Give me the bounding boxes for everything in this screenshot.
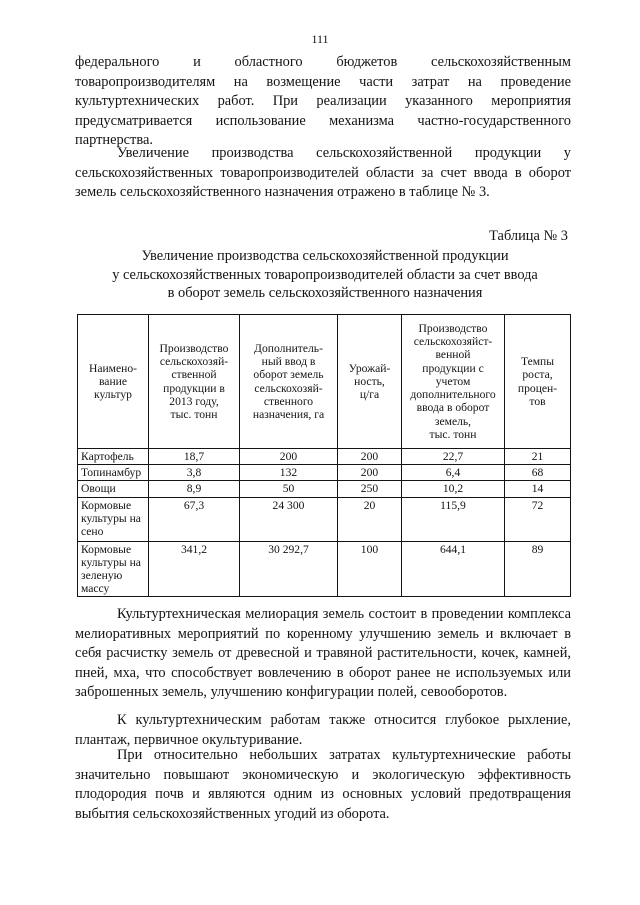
cell-additional-land: 50 (240, 481, 338, 497)
cell-production-with-land: 10,2 (402, 481, 505, 497)
table-caption-line: в оборот земель сельскохозяйственного назначения (167, 285, 483, 301)
table-caption-line: Увеличение производства сельскохозяйственной продукции (141, 248, 509, 264)
paragraph-land-reclamation: Культуртехническая мелиорация земель состоит в проведении комплекса мелиоративных мероприятий по коренному улучшению земель и включает в себя расчистку земель от древесной и травяной растительности, кочек, камней, пней, мха, что способствует вовлечению в оборот ранее не используемых или заброшенных земель, улучшению конфигурации полей, севооборотов. (75, 606, 571, 700)
paragraph-production-increase: Увеличение производства сельскохозяйственной продукции у сельскохозяйственных товаропроизводителей области за счет ввода в оборот земель сельскохозяйственного назначения отражено в таблице № 3. (75, 145, 571, 200)
cell-production-2013: 3,8 (149, 465, 240, 481)
cell-production-with-land: 644,1 (402, 541, 505, 597)
cell-production-2013: 67,3 (149, 497, 240, 541)
header-additional-land: Дополнитель- ный ввод в оборот земель сельскохозяй- ственного назначения, га (240, 315, 338, 449)
cell-growth-rate: 21 (505, 449, 571, 465)
cell-growth-rate: 68 (505, 465, 571, 481)
cell-growth-rate: 89 (505, 541, 571, 597)
cell-crop-name: Картофель (78, 449, 149, 465)
table-caption (70, 247, 580, 303)
cell-yield: 250 (338, 481, 402, 497)
cell-additional-land: 132 (240, 465, 338, 481)
table-header-row (78, 315, 571, 449)
cell-yield: 20 (338, 497, 402, 541)
cell-production-with-land: 6,4 (402, 465, 505, 481)
cell-crop-name: Топинамбур (78, 465, 149, 481)
header-production-with-land: Производство сельскохозяйст- венной продукции с учетом дополнительного ввода в оборот земель, тыс. тонн (402, 315, 505, 449)
cell-production-2013: 18,7 (149, 449, 240, 465)
table-row (78, 497, 571, 541)
cell-production-with-land: 115,9 (402, 497, 505, 541)
cell-crop-name: Овощи (78, 481, 149, 497)
cell-crop-name: Кормовые культуры на сено (78, 497, 149, 541)
header-crop-name: Наимено- вание культур (78, 315, 149, 449)
cell-additional-land: 200 (240, 449, 338, 465)
table-row (78, 465, 571, 481)
cell-production-with-land: 22,7 (402, 449, 505, 465)
table-row (78, 541, 571, 597)
cell-production-2013: 341,2 (149, 541, 240, 597)
page-number: 111 (311, 32, 329, 46)
cell-yield: 200 (338, 465, 402, 481)
cell-yield: 200 (338, 449, 402, 465)
header-growth-rate: Темпы роста, процен- тов (505, 315, 571, 449)
cell-yield: 100 (338, 541, 402, 597)
paragraph-deep-loosening: К культуртехническим работам также относится глубокое рыхление, плантаж, первичное окультуривание. (75, 712, 571, 748)
table-row (78, 481, 571, 497)
cell-additional-land: 30 292,7 (240, 541, 338, 597)
cell-additional-land: 24 300 (240, 497, 338, 541)
header-yield: Урожай- ность, ц/га (338, 315, 402, 449)
header-production-2013: Производство сельскохозяй- ственной продукции в 2013 году, тыс. тонн (149, 315, 240, 449)
paragraph-budget-continuation: федерального и областного бюджетов сельскохозяйственным товаропроизводителям на возмещение части затрат на проведение культуртехнических работ. При реализации указанного мероприятия предусматривается использование механизма частно-государственного партнерства. (75, 54, 571, 148)
table-row (78, 449, 571, 465)
cell-crop-name: Кормовые культуры на зеленую массу (78, 541, 149, 597)
cell-growth-rate: 72 (505, 497, 571, 541)
data-table (77, 314, 571, 597)
cell-growth-rate: 14 (505, 481, 571, 497)
paragraph-efficiency: При относительно небольших затратах культуртехнические работы значительно повышают экономическую и экологическую эффективность плодородия почв и являются одним из основных условий предотвращения выбытия сельскохозяйственных угодий из оборота. (75, 747, 571, 822)
table-label: Таблица № 3 (489, 228, 568, 244)
cell-production-2013: 8,9 (149, 481, 240, 497)
table-caption-line: у сельскохозяйственных товаропроизводителей области за счет ввода (112, 266, 538, 283)
